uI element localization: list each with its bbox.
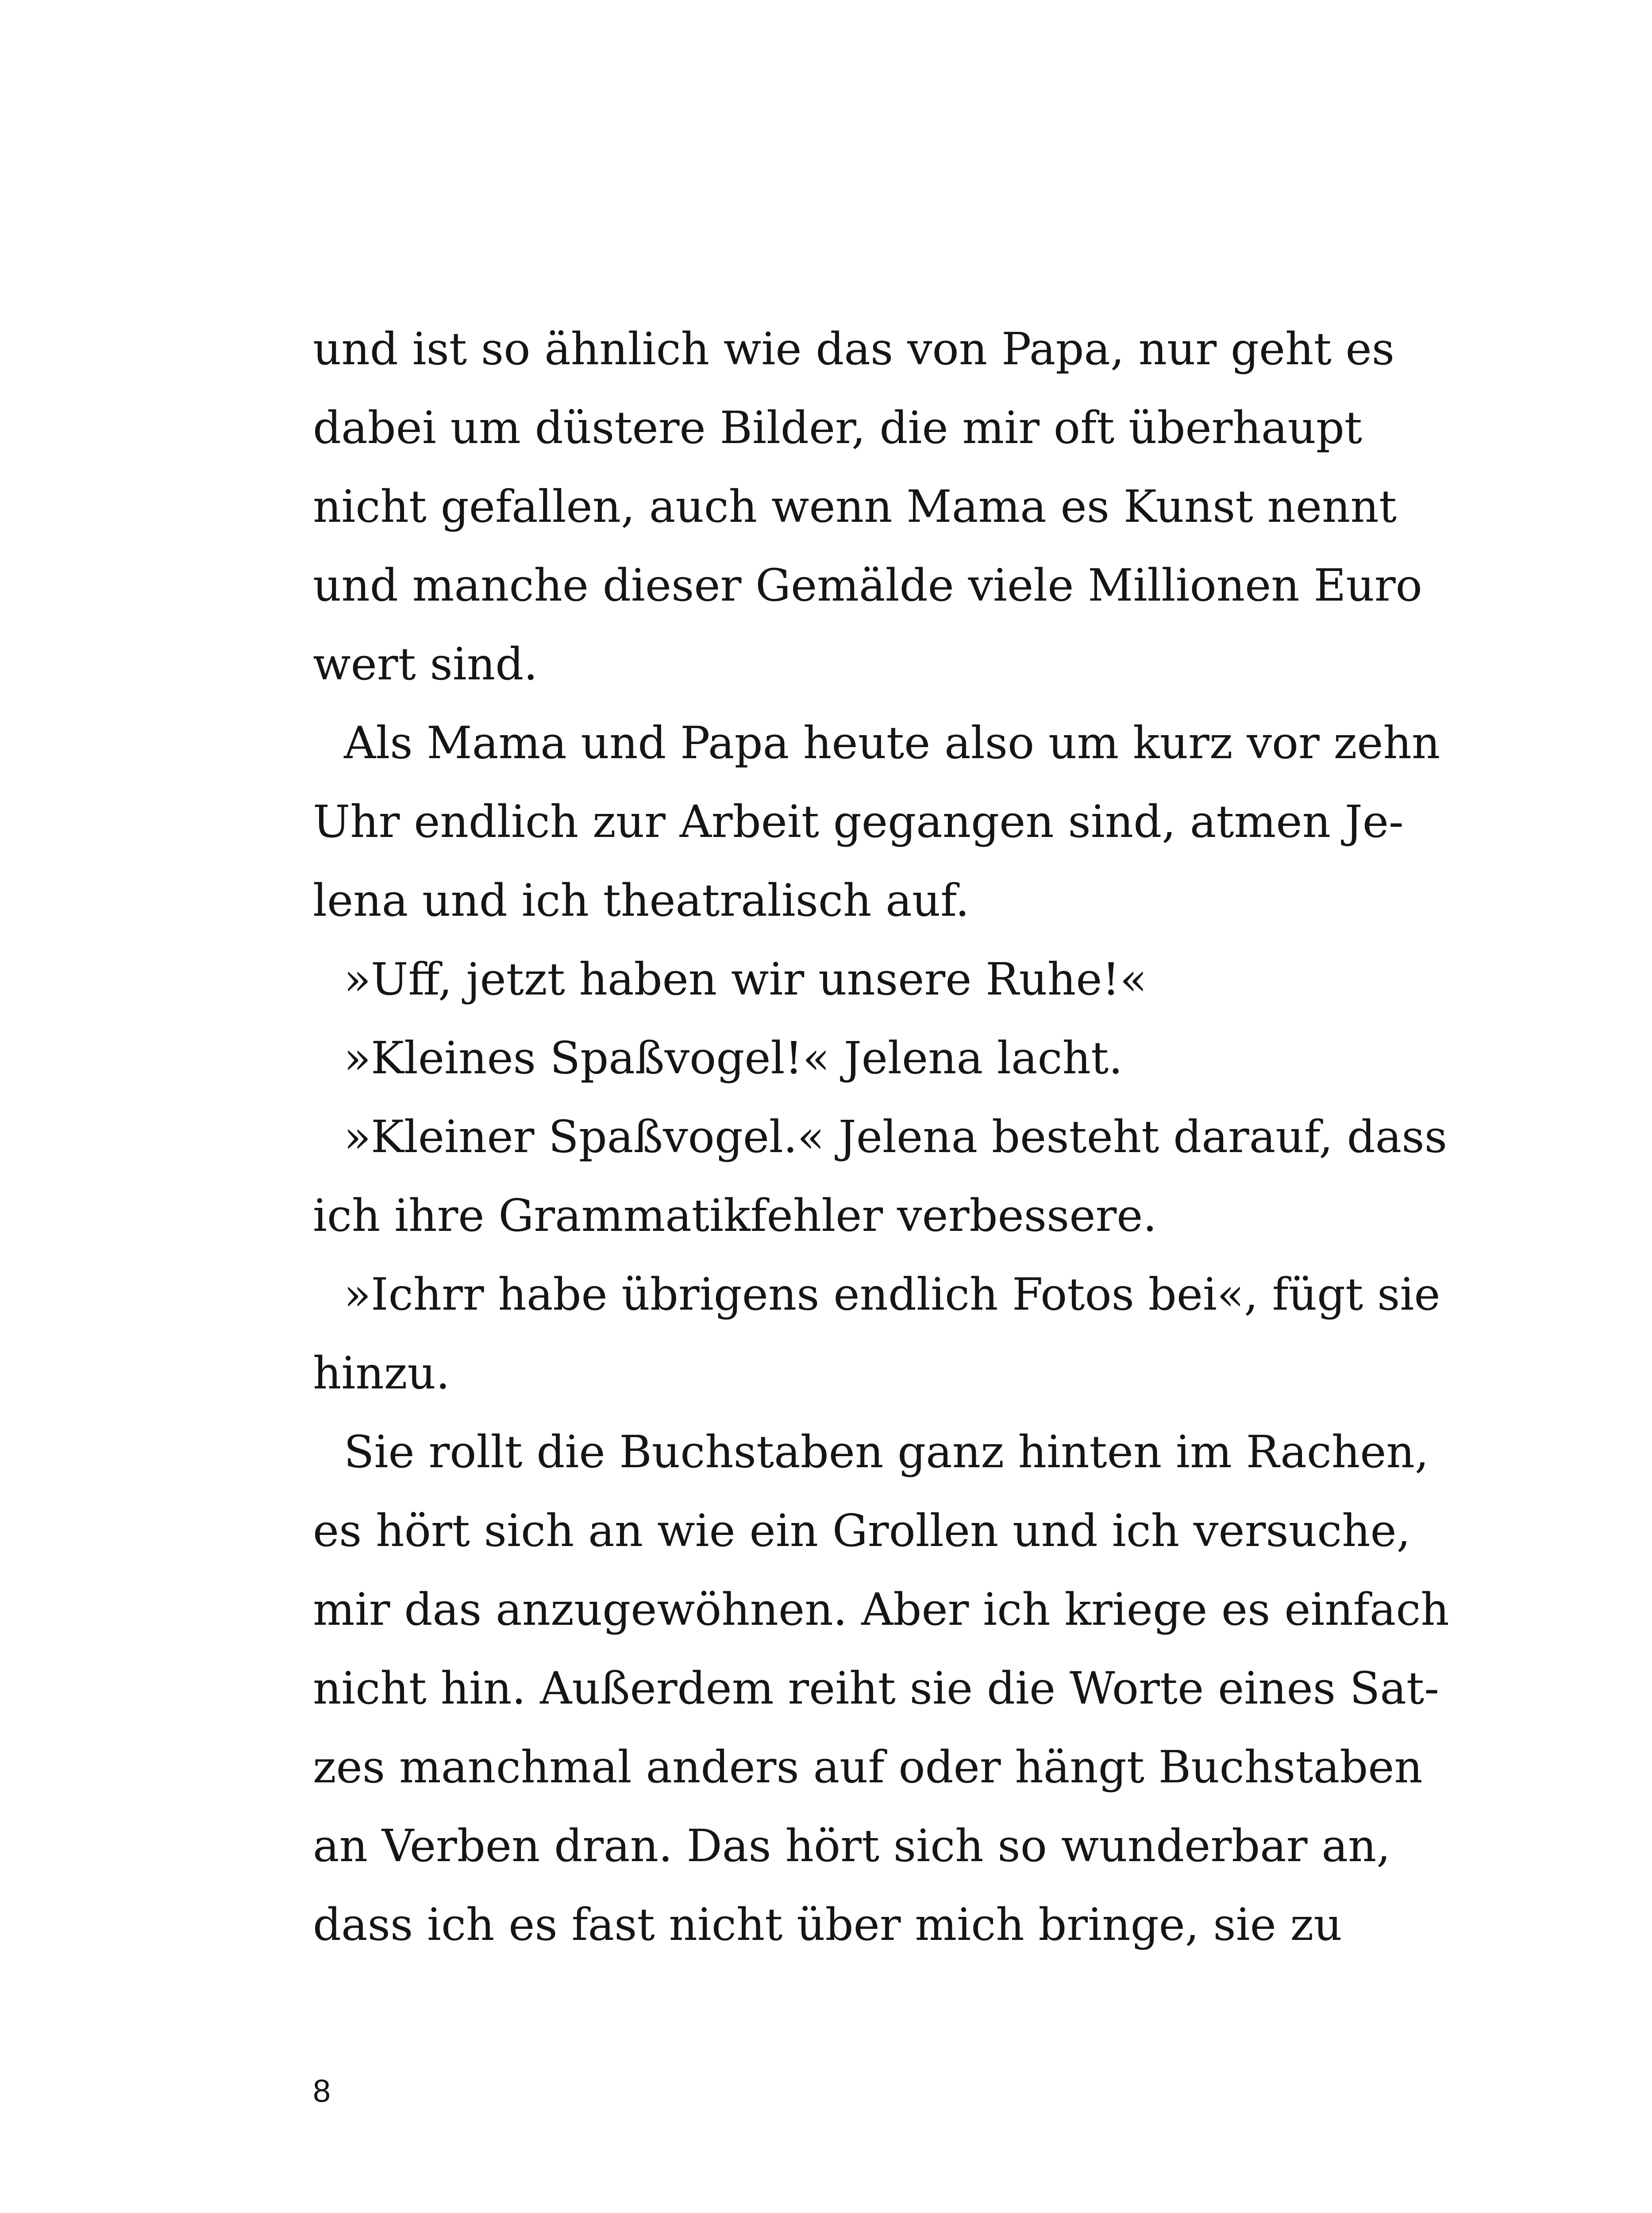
text-line: und ist so ähnlich wie das von Papa, nur geht es [313,323,1395,375]
text-line: Als Mama und Papa heute also um kurz vor zehn [344,717,1440,769]
text-line: zes manchmal anders auf oder hängt Buchstaben [313,1741,1423,1793]
text-line: und manche dieser Gemälde viele Millionen Euro [313,559,1422,611]
text-line: »Uff, jetzt haben wir unsere Ruhe!« [344,953,1147,1005]
text-line: an Verben dran. Das hört sich so wunderbar an, [313,1820,1391,1872]
text-line: »Kleines Spaßvogel!« Jelena lacht. [344,1032,1123,1084]
page-number: 8 [313,2074,331,2109]
text-line: dabei um düstere Bilder, die mir oft überhaupt [313,402,1363,454]
text-line: »Kleiner Spaßvogel.« Jelena besteht darauf, dass [344,1111,1448,1163]
text-line: lena und ich theatralisch auf. [313,875,970,926]
text-line: dass ich es fast nicht über mich bringe, sie zu [313,1899,1342,1951]
text-line: mir das anzugewöhnen. Aber ich kriege es einfach [313,1584,1449,1635]
text-line: nicht gefallen, auch wenn Mama es Kunst nennt [313,481,1397,532]
text-line: hinzu. [313,1347,450,1399]
text-line: Sie rollt die Buchstaben ganz hinten im Rachen, [344,1426,1429,1478]
text-line: Uhr endlich zur Arbeit gegangen sind, atmen Je- [313,796,1404,848]
text-line: nicht hin. Außerdem reiht sie die Worte eines Sat- [313,1662,1440,1714]
text-line: ich ihre Grammatikfehler verbessere. [313,1190,1157,1241]
body-text [313,310,1449,1964]
text-line: »Ichrr habe übrigens endlich Fotos bei«, fügt sie [344,1268,1440,1320]
text-line: es hört sich an wie ein Grollen und ich versuche, [313,1505,1411,1557]
text-line: wert sind. [313,638,538,690]
